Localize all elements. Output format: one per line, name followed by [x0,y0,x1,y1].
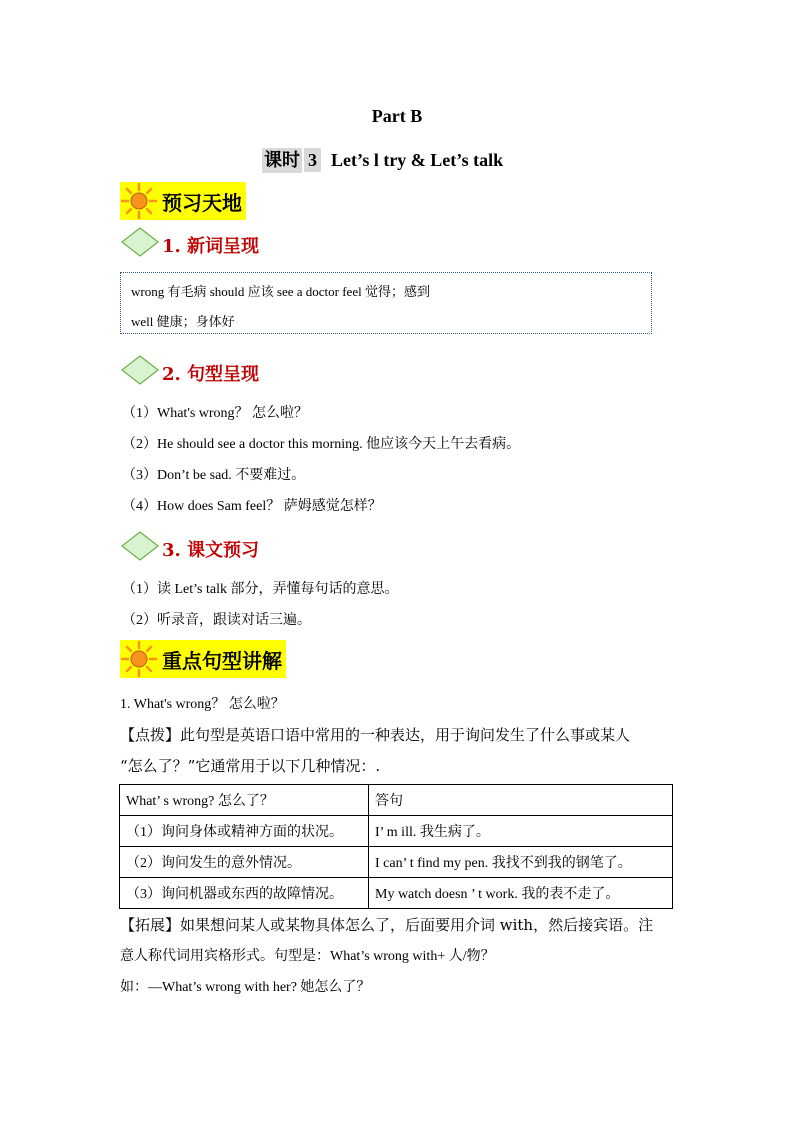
vocabulary-line-1: wrong 有毛病 should 应该 see a doctor feel 觉得；感到 [131,284,430,299]
sun-icon [120,182,158,220]
sun-icon [120,640,158,678]
table-cell: （3）询问机器或东西的故障情况。 [120,878,369,909]
table-cell: I can’ t find my pen. 我找不到我的钢笔了。 [369,847,673,878]
tip-line-1: 【点拨】此句型是英语口语中常用的一种表达，用于询问发生了什么事或某人 [120,726,631,744]
sentence-item: （4）How does Sam feel？ 萨姆感觉怎样？ [122,499,382,514]
table-row [120,785,673,816]
lesson-heading [262,146,503,172]
sentences-heading: 2. 句型呈现 [120,354,259,386]
keypoints-banner-title: 重点句型讲解 [162,648,282,673]
usage-table [119,784,673,909]
table-cell: My watch doesn ’ t work. 我的表不走了。 [369,878,673,909]
table-row [120,816,673,847]
text-preview-item: （2）听录音，跟读对话三遍。 [122,613,311,628]
table-cell: I’ m ill. 我生病了。 [369,816,673,847]
table-cell: （1）询问身体或精神方面的状况。 [120,816,369,847]
extension-line-2: 意人称代词用宾格形式。句型是：What’s wrong with+ 人/物？ [120,949,495,964]
table-cell: （2）询问发生的意外情况。 [120,847,369,878]
part-title: Part B [371,106,423,126]
tip-line-2: “怎么了？”它通常用于以下几种情况：. [120,757,381,775]
lesson-title: Let’s l try & Let’s talk [331,150,504,170]
preview-banner [120,182,246,220]
example-line: 如：—What’s wrong with her? 她怎么了？ [120,980,371,995]
vocabulary-line-2: well 健康；身体好 [131,314,235,329]
diamond-icon [120,354,160,386]
keypoint-1: 1. What's wrong？ 怎么啦？ [120,697,285,712]
table-row [120,847,673,878]
words-heading: 1. 新词呈现 [120,226,259,258]
preview-banner-title: 预习天地 [162,190,242,215]
text-preview-heading: 3. 课文预习 [120,530,259,562]
keypoints-banner [120,640,286,678]
table-cell: 答句 [369,785,673,816]
diamond-icon [120,226,160,258]
diamond-icon [120,530,160,562]
lesson-label: 课时 [264,150,300,171]
sentence-item: （3）Don’t be sad. 不要难过。 [122,468,306,483]
extension-line-1: 【拓展】如果想问某人或某物具体怎么了，后面要用介词 with，然后接宾语。注 [120,916,654,934]
sentence-item: （2）He should see a doctor this morning. 他应该今天上午去看病。 [122,437,521,452]
table-cell: What’ s wrong? 怎么了？ [120,785,369,816]
vocabulary-box [120,272,652,334]
sentence-item: （1）What's wrong？ 怎么啦？ [122,406,309,421]
table-row [120,878,673,909]
lesson-number: 3 [304,148,321,172]
text-preview-item: （1）读 Let’s talk 部分，弄懂每句话的意思。 [122,582,399,597]
